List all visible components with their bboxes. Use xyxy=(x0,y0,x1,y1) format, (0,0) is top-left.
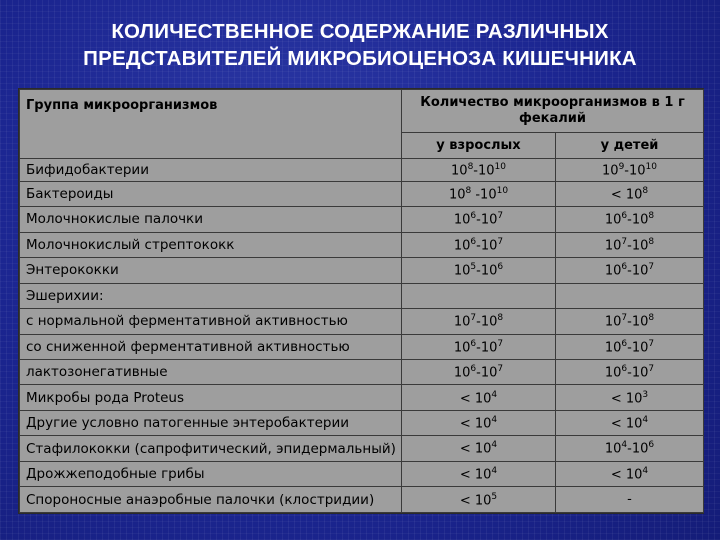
value-text: < 10 xyxy=(459,416,492,432)
exponent: 8 xyxy=(467,161,474,172)
exponent: 8 xyxy=(497,313,504,324)
exponent: 8 xyxy=(465,185,472,196)
table-row xyxy=(20,258,704,283)
children-value xyxy=(556,232,704,257)
adults-value xyxy=(402,360,556,385)
value-text: -10 xyxy=(476,365,498,381)
children-value xyxy=(556,385,704,410)
data-table xyxy=(19,89,704,513)
header-children: у детей xyxy=(556,132,704,159)
exponent: 9 xyxy=(618,161,625,172)
adults-value xyxy=(402,159,556,181)
value-text: 10 xyxy=(453,314,471,330)
value-text: -10 xyxy=(471,187,497,203)
value-text: -10 xyxy=(476,238,498,254)
exponent: 6 xyxy=(470,364,477,375)
exponent: 4 xyxy=(491,465,498,476)
value-text: 10 xyxy=(604,339,622,355)
row-name: Микробы рода Proteus xyxy=(20,385,402,410)
adults-value xyxy=(402,283,556,308)
value-text: -10 xyxy=(627,441,649,457)
value-text: -10 xyxy=(627,314,649,330)
exponent: 10 xyxy=(645,161,657,172)
slide-title-line-2: ПРЕДСТАВИТЕЛЕЙ МИКРОБИОЦЕНОЗА КИШЕЧНИКА xyxy=(83,47,637,70)
adults-value xyxy=(402,258,556,283)
table-row xyxy=(20,436,704,461)
adults-value xyxy=(402,385,556,410)
children-value xyxy=(556,334,704,359)
children-value xyxy=(556,283,704,308)
value-text: - xyxy=(627,492,632,508)
header-row-1 xyxy=(20,90,704,133)
value-text: -10 xyxy=(476,314,498,330)
children-value xyxy=(556,410,704,435)
value-text: < 10 xyxy=(459,441,492,457)
row-name: со сниженной ферментативной активностью xyxy=(20,334,402,359)
table-row xyxy=(20,181,704,206)
row-name: Молочнокислый стрептококк xyxy=(20,232,402,257)
exponent: 7 xyxy=(470,313,477,324)
exponent: 6 xyxy=(621,338,628,349)
row-name: Бифидобактерии xyxy=(20,159,402,181)
table-row xyxy=(20,207,704,232)
row-name: Молочнокислые палочки xyxy=(20,207,402,232)
exponent: 7 xyxy=(497,236,504,247)
adults-value xyxy=(402,309,556,334)
value-text: < 10 xyxy=(459,390,492,406)
adults-value xyxy=(402,436,556,461)
table-row xyxy=(20,283,704,308)
exponent: 7 xyxy=(497,364,504,375)
row-name: Бактероиды xyxy=(20,181,402,206)
adults-value xyxy=(402,334,556,359)
children-value xyxy=(556,360,704,385)
exponent: 8 xyxy=(642,185,649,196)
adults-value xyxy=(402,487,556,513)
value-text: -10 xyxy=(624,163,646,179)
value-text: 10 xyxy=(453,212,471,228)
value-text: 10 xyxy=(604,212,622,228)
exponent: 6 xyxy=(621,364,628,375)
value-text: 10 xyxy=(604,238,622,254)
children-value xyxy=(556,181,704,206)
value-text: 10 xyxy=(604,365,622,381)
row-name: с нормальной ферментативной активностью xyxy=(20,309,402,334)
value-text: -10 xyxy=(627,339,649,355)
value-text: 10 xyxy=(453,339,471,355)
exponent: 4 xyxy=(642,465,649,476)
children-value xyxy=(556,436,704,461)
value-text: < 10 xyxy=(459,467,492,483)
exponent: 6 xyxy=(470,236,477,247)
exponent: 3 xyxy=(642,389,649,400)
exponent: 5 xyxy=(491,491,498,502)
slide-title xyxy=(0,18,720,72)
exponent: 10 xyxy=(496,185,509,196)
exponent: 7 xyxy=(648,338,655,349)
value-text: -10 xyxy=(476,339,498,355)
exponent: 8 xyxy=(648,211,655,222)
microbiocenosis-table xyxy=(18,88,704,514)
children-value xyxy=(556,487,704,513)
value-text: -10 xyxy=(627,263,649,279)
exponent: 8 xyxy=(648,236,655,247)
row-name: Другие условно патогенные энтеробактерии xyxy=(20,410,402,435)
value-text: < 10 xyxy=(610,416,643,432)
value-text: 10 xyxy=(604,314,622,330)
value-text: < 10 xyxy=(610,187,643,203)
value-text: 10 xyxy=(604,441,622,457)
exponent: 6 xyxy=(497,262,504,273)
header-group: Группа микроорганизмов xyxy=(20,90,402,159)
exponent: 7 xyxy=(621,313,628,324)
value-text: 10 xyxy=(451,163,468,179)
table-row xyxy=(20,309,704,334)
value-text: -10 xyxy=(476,212,498,228)
exponent: 4 xyxy=(621,440,628,451)
exponent: 6 xyxy=(621,211,628,222)
children-value xyxy=(556,207,704,232)
table-row xyxy=(20,385,704,410)
value-text: 10 xyxy=(602,163,619,179)
header-adults: у взрослых xyxy=(402,132,556,159)
row-name: Дрожжеподобные грибы xyxy=(20,461,402,486)
exponent: 7 xyxy=(648,364,655,375)
children-value xyxy=(556,258,704,283)
value-text: 10 xyxy=(448,187,466,203)
value-text: 10 xyxy=(453,263,471,279)
exponent: 4 xyxy=(491,389,498,400)
exponent: 6 xyxy=(648,440,655,451)
value-text: -10 xyxy=(473,163,495,179)
table-row xyxy=(20,232,704,257)
value-text: -10 xyxy=(476,263,498,279)
exponent: 4 xyxy=(642,415,649,425)
value-text: 10 xyxy=(604,263,622,279)
exponent: 4 xyxy=(491,440,498,451)
exponent: 6 xyxy=(470,338,477,349)
value-text: < 10 xyxy=(610,467,643,483)
value-text: -10 xyxy=(627,238,649,254)
table-row xyxy=(20,334,704,359)
adults-value xyxy=(402,232,556,257)
table-row xyxy=(20,159,704,181)
slide-title-line-1: КОЛИЧЕСТВЕННОЕ СОДЕРЖАНИЕ РАЗЛИЧНЫХ xyxy=(111,20,609,43)
value-text: < 10 xyxy=(459,492,492,508)
adults-value xyxy=(402,461,556,486)
exponent: 10 xyxy=(494,161,506,172)
table-row xyxy=(20,410,704,435)
exponent: 7 xyxy=(648,262,655,273)
exponent: 6 xyxy=(470,211,477,222)
exponent: 8 xyxy=(648,313,655,324)
exponent: 7 xyxy=(497,211,504,222)
adults-value xyxy=(402,181,556,206)
value-text: < 10 xyxy=(610,390,643,406)
exponent: 7 xyxy=(621,236,628,247)
children-value xyxy=(556,309,704,334)
table-row xyxy=(20,461,704,486)
row-name: Стафилококки (сапрофитический, эпидермальный) xyxy=(20,436,402,461)
adults-value xyxy=(402,410,556,435)
exponent: 5 xyxy=(470,262,477,273)
row-name: Эшерихии: xyxy=(20,283,402,308)
value-text: -10 xyxy=(627,212,649,228)
exponent: 7 xyxy=(497,338,504,349)
header-quantity: Количество микроорганизмов в 1 г фекалий xyxy=(402,90,704,133)
row-name: лактозонегативные xyxy=(20,360,402,385)
exponent: 4 xyxy=(491,415,498,425)
adults-value xyxy=(402,207,556,232)
value-text: 10 xyxy=(453,365,471,381)
row-name: Энтерококки xyxy=(20,258,402,283)
value-text: -10 xyxy=(627,365,649,381)
table-row xyxy=(20,487,704,513)
children-value xyxy=(556,159,704,181)
value-text: 10 xyxy=(453,238,471,254)
table-row xyxy=(20,360,704,385)
row-name: Спороносные анаэробные палочки (клостридии) xyxy=(20,487,402,513)
exponent: 6 xyxy=(621,262,628,273)
children-value xyxy=(556,461,704,486)
